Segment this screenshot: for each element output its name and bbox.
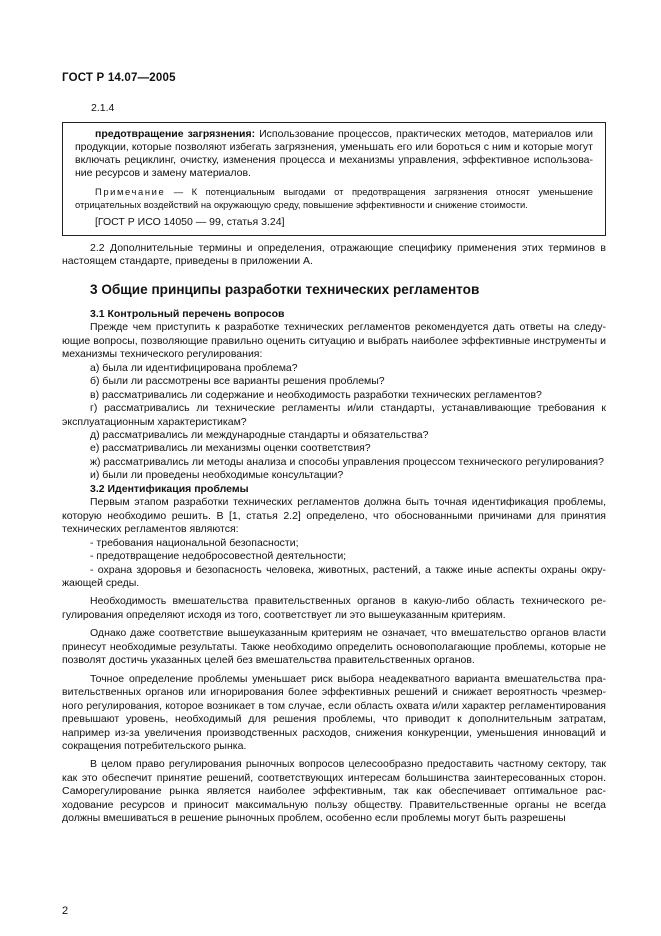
term-number: 2.1.4 [91, 102, 115, 114]
paragraph-2-2: 2.2 Дополнительные термины и определения, отражающие специфику применения этих терминов в настоящем стандарте, приведены в приложении А. [62, 242, 606, 268]
document-header: ГОСТ Р 14.07—2005 [62, 72, 176, 84]
subsection-3-1-intro: Прежде чем приступить к разработке технических регламентов рекомендуется дать ответы на следующие вопросы, позволяющие правильно оценить ситуацию и выбрать наиболее эффективные инструменты и механизмы технического регулирования: [62, 321, 606, 361]
checklist-item: а) была ли идентифицирована проблема? [90, 361, 298, 374]
note-label: Примечание [95, 186, 166, 198]
definition-box [62, 122, 606, 236]
subsection-3-2-paragraph: Точное определение проблемы уменьшает риск выбора неадекватного варианта вмешательства правительственных органов или игнорирования более эффективных решений и снижает вероятность чрезмерного регулирования, которое возникает в том случае, если область охвата и/или характер регламентирования превышают уровень, необходимый для решения проблемы, что приводит к дополнительным затратам, например из-за увеличения производственных расходов, снижения конкуренции, уменьшения инноваций и сокращения потребительского рынка. [62, 672, 606, 752]
checklist-item: г) рассматривались ли технические регламенты и/или стандарты, устанавливающие требования к эксплуатационным характеристикам? [62, 402, 606, 428]
subsection-3-2-paragraph: Однако даже соответствие вышеуказанным критериям не означает, что вмешательство органов власти принесут необходимые результаты. Также необходимо определить основополагающие проблемы, которые не позволят достичь указанных целей без вмешательства правительственных органов. [62, 627, 606, 667]
note-text: — К потенциальным выгодами от предотвращения загрязнения относят уменьшение отрицательных воздействий на окружающую среду, повышение эффективности и снижение стоимости. [75, 186, 593, 210]
page-number: 2 [62, 905, 69, 917]
checklist-item: ж) рассматривались ли методы анализа и способы управления процессом технического регулирования? [90, 455, 604, 468]
checklist-item: в) рассматривались ли содержание и необходимость разработки технических регламентов? [90, 388, 542, 401]
main-body [62, 242, 606, 826]
term-source: [ГОСТ Р ИСО 14050 — 99, статья 3.24] [95, 215, 285, 228]
checklist-item: е) рассматривались ли механизмы оценки соответствия? [90, 442, 371, 455]
checklist-item: и) были ли проведены необходимые консультации? [90, 469, 344, 482]
term-note [75, 186, 593, 210]
definition-paragraph [75, 128, 593, 180]
term-definition: Использование процессов, практических методов, материалов или продукции, которые позволяют избегать загрязнения, уменьшать его или бороться с ним и которые могут включать рециклинг, очистку, изменения процесса и механизмы управления, эффективное использование ресурсов и замену материалов. [75, 128, 593, 180]
subsection-3-2-paragraph: В целом право регулирования рыночных вопросов целесообразно предоставить частному сектору, так как это обеспечит принятие решений, соответствующих интересам большинства заинтересованных сторон. Саморегулирование рынка является наиболее эффективным, так как обеспечивает оптимальное расходование ресурсов и приносит максимальную пользу обществу. Правительственные органы не всегда должны вмешиваться в решение рыночных проблем, особенно если проблемы могут быть разрешены [62, 758, 606, 825]
reason-item: - требования национальной безопасности; [90, 536, 299, 549]
subsection-3-1-title: 3.1 Контрольный перечень вопросов [90, 307, 285, 320]
checklist-item: б) были ли рассмотрены все варианты решения проблемы? [90, 375, 385, 388]
section-3-title: 3 Общие принципы разработки технических регламентов [90, 281, 480, 297]
reason-item: - предотвращение недобросовестной деятельности; [90, 550, 347, 563]
term-title: предотвращение загрязнения: [95, 128, 256, 140]
subsection-3-2-paragraph: Необходимость вмешательства правительственных органов в какую-либо область технического регулирования определяют исходя из того, соответствует ли это вышеуказанным критериям. [62, 595, 606, 621]
subsection-3-2-title: 3.2 Идентификация проблемы [90, 482, 249, 495]
checklist-item: д) рассматривались ли международные стандарты и обязательства? [90, 428, 429, 441]
subsection-3-2-paragraph: Первым этапом разработки технических регламентов должна быть точная идентификация проблемы, которую необходимо решить. В [1, статья 2.2] определено, что обоснованными причинами для принятия технических регламентов являются: [62, 496, 606, 536]
reason-item: - охрана здоровья и безопасность человека, животных, растений, а также иные аспекты охраны окружающей среды. [62, 563, 606, 589]
